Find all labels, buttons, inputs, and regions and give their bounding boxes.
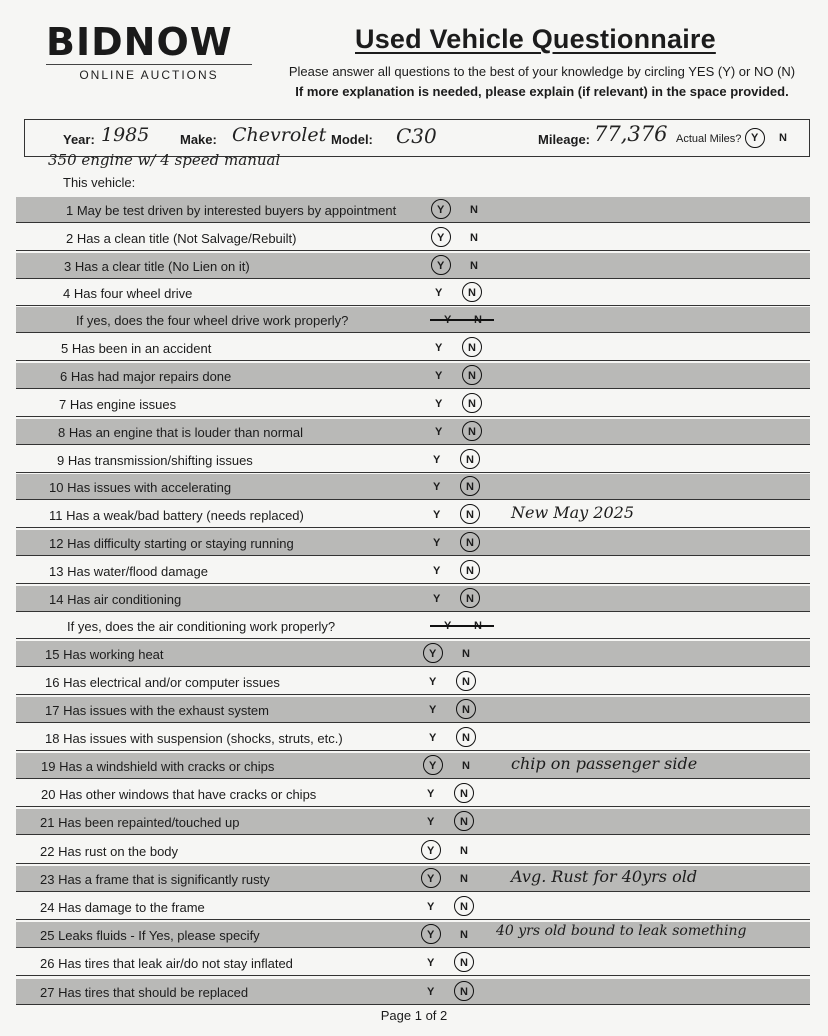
yes-option[interactable]: Y [435, 370, 443, 382]
question-text: 12 Has difficulty starting or staying running [49, 536, 294, 551]
mileage-value[interactable]: 77,376 [594, 122, 668, 146]
table-row [16, 502, 810, 528]
logo-divider [46, 64, 252, 65]
table-row [16, 558, 810, 584]
yes-option[interactable]: Y [444, 620, 452, 632]
no-circle [462, 365, 482, 385]
question-text: 7 Has engine issues [59, 397, 177, 412]
logo-bid: BID [46, 20, 124, 64]
yes-option[interactable]: Y [437, 204, 445, 216]
yes-option[interactable]: Y [427, 957, 435, 969]
actual-miles-no[interactable]: N [779, 132, 787, 144]
no-option[interactable]: N [474, 620, 482, 632]
yes-option[interactable]: Y [427, 788, 435, 800]
yes-option[interactable]: Y [433, 509, 441, 521]
table-row [16, 474, 810, 500]
question-text: 14 Has air conditioning [49, 592, 182, 607]
yes-option[interactable]: Y [429, 704, 437, 716]
question-text: If yes, does the air conditioning work properly? [67, 619, 336, 634]
no-circle [460, 532, 480, 552]
question-text: 25 Leaks fluids - If Yes, please specify [40, 928, 260, 943]
no-option[interactable]: N [468, 342, 476, 354]
no-option[interactable]: N [468, 287, 476, 299]
question-text: If yes, does the four wheel drive work properly? [76, 313, 349, 328]
actual-miles-yes[interactable]: Y [751, 132, 759, 144]
no-circle [460, 588, 480, 608]
question-text: 3 Has a clear title (No Lien on it) [64, 259, 250, 274]
no-option[interactable]: N [462, 704, 470, 716]
table-row [16, 697, 810, 723]
no-circle [460, 449, 480, 469]
no-option[interactable]: N [462, 732, 470, 744]
table-row [16, 809, 810, 835]
question-text: 15 Has working heat [45, 647, 164, 662]
yes-option[interactable]: Y [427, 986, 435, 998]
no-option[interactable]: N [466, 565, 474, 577]
no-option[interactable]: N [460, 929, 468, 941]
table-row [16, 253, 810, 279]
no-circle [460, 560, 480, 580]
yes-circle [423, 755, 443, 775]
question-text: 17 Has issues with the exhaust system [45, 703, 269, 718]
question-text: 19 Has a windshield with cracks or chips [41, 759, 275, 774]
table-row [16, 979, 810, 1005]
engine-note: 350 engine w/ 4 speed manual [48, 151, 281, 169]
table-row [16, 447, 810, 473]
yes-option[interactable]: Y [437, 232, 445, 244]
table-row [16, 641, 810, 667]
make-value[interactable]: Chevrolet [232, 124, 327, 146]
yes-option[interactable]: Y [433, 565, 441, 577]
table-row [16, 950, 810, 976]
no-option[interactable]: N [468, 370, 476, 382]
no-option[interactable]: N [460, 845, 468, 857]
no-circle [462, 421, 482, 441]
yes-circle [431, 227, 451, 247]
question-text: 27 Has tires that should be replaced [40, 985, 249, 1000]
page-title: Used Vehicle Questionnaire [355, 24, 716, 54]
actual-miles-label: Actual Miles? [676, 133, 742, 145]
yes-option[interactable]: Y [433, 454, 441, 466]
yes-option[interactable]: Y [435, 287, 443, 299]
handwritten-note: New May 2025 [511, 503, 635, 522]
logo-now: NOW [123, 20, 233, 64]
yes-circle [421, 924, 441, 944]
bidnow-logo [46, 22, 256, 82]
no-option[interactable]: N [468, 398, 476, 410]
table-row [16, 922, 810, 948]
question-text: 20 Has other windows that have cracks or chips [41, 787, 317, 802]
no-option[interactable]: N [462, 760, 470, 772]
no-circle [454, 952, 474, 972]
table-row [16, 753, 810, 779]
no-option[interactable]: N [460, 986, 468, 998]
question-text: 26 Has tires that leak air/do not stay inflated [40, 956, 293, 971]
table-row [16, 530, 810, 556]
logo-tagline: ONLINE AUCTIONS [79, 68, 219, 82]
yes-option[interactable]: Y [429, 676, 437, 688]
table-row [16, 781, 810, 807]
no-circle [456, 671, 476, 691]
no-option[interactable]: N [460, 788, 468, 800]
no-circle [460, 504, 480, 524]
yes-option[interactable]: Y [437, 260, 445, 272]
handwritten-note: 40 yrs old bound to leak something [496, 923, 747, 939]
no-option[interactable]: N [474, 314, 482, 326]
yes-circle [431, 255, 451, 275]
table-row [16, 613, 810, 639]
question-text: 23 Has a frame that is significantly rusty [40, 872, 270, 887]
no-circle [462, 393, 482, 413]
instructions-line-1: Please answer all questions to the best of your knowledge by circling YES (Y) or NO (N) [288, 64, 796, 79]
yes-option[interactable]: Y [433, 537, 441, 549]
question-text: 24 Has damage to the frame [40, 900, 205, 915]
table-row [16, 225, 810, 251]
yes-circle [431, 199, 451, 219]
yes-option[interactable]: Y [435, 398, 443, 410]
yes-option[interactable]: Y [429, 732, 437, 744]
yes-option[interactable]: Y [427, 929, 435, 941]
yes-circle [421, 840, 441, 860]
table-row [16, 197, 810, 223]
page-number: Page 1 of 2 [380, 1008, 448, 1023]
no-option[interactable]: N [470, 204, 478, 216]
strike-line [430, 625, 494, 627]
no-option[interactable]: N [470, 260, 478, 272]
yes-option[interactable]: Y [433, 593, 441, 605]
no-option[interactable]: N [466, 593, 474, 605]
table-row [16, 838, 810, 864]
no-option[interactable]: N [460, 873, 468, 885]
table-row [16, 391, 810, 417]
no-option[interactable]: N [466, 537, 474, 549]
yes-option[interactable]: Y [433, 481, 441, 493]
no-option[interactable]: N [466, 481, 474, 493]
question-text: 18 Has issues with suspension (shocks, struts, etc.) [45, 731, 343, 746]
yes-option[interactable]: Y [444, 314, 452, 326]
no-option[interactable]: N [466, 454, 474, 466]
year-label: Year: [63, 132, 95, 147]
make-label: Make: [180, 132, 217, 147]
question-text: 11 Has a weak/bad battery (needs replaced) [49, 508, 304, 523]
yes-option[interactable]: Y [429, 760, 437, 772]
yes-option[interactable]: Y [427, 873, 435, 885]
instructions-line-2: If more explanation is needed, please explain (if relevant) in the space provided. [295, 84, 789, 99]
question-text: 22 Has rust on the body [40, 844, 179, 859]
handwritten-note: chip on passenger side [511, 754, 698, 773]
logo-wordmark [46, 22, 256, 62]
handwritten-note: Avg. Rust for 40yrs old [511, 867, 698, 886]
yes-option[interactable]: Y [435, 342, 443, 354]
no-option[interactable]: N [460, 816, 468, 828]
yes-option[interactable]: Y [427, 845, 435, 857]
year-value[interactable]: 1985 [101, 124, 150, 146]
question-text: 4 Has four wheel drive [63, 286, 193, 301]
this-vehicle-label: This vehicle: [63, 175, 136, 190]
table-row [16, 866, 810, 892]
yes-circle [423, 643, 443, 663]
no-option[interactable]: N [470, 232, 478, 244]
yes-option[interactable]: Y [427, 901, 435, 913]
no-option[interactable]: N [462, 648, 470, 660]
question-text: 10 Has issues with accelerating [49, 480, 232, 495]
no-option[interactable]: N [460, 957, 468, 969]
no-circle [454, 896, 474, 916]
yes-circle [421, 868, 441, 888]
no-circle [456, 699, 476, 719]
table-row [16, 669, 810, 695]
no-circle [454, 811, 474, 831]
question-text: 1 May be test driven by interested buyers by appointment [66, 203, 397, 218]
no-option[interactable]: N [460, 901, 468, 913]
no-option[interactable]: N [462, 676, 470, 688]
question-text: 9 Has transmission/shifting issues [57, 453, 253, 468]
no-circle [460, 476, 480, 496]
question-text: 2 Has a clean title (Not Salvage/Rebuilt) [66, 231, 297, 246]
no-option[interactable]: N [468, 426, 476, 438]
strike-line [430, 319, 494, 321]
table-row [16, 586, 810, 612]
table-row [16, 419, 810, 445]
mileage-label: Mileage: [538, 132, 591, 147]
no-option[interactable]: N [466, 509, 474, 521]
model-label: Model: [331, 132, 373, 147]
no-circle [456, 727, 476, 747]
yes-option[interactable]: Y [435, 426, 443, 438]
no-circle [462, 282, 482, 302]
model-value[interactable]: C30 [396, 124, 437, 148]
question-text: 16 Has electrical and/or computer issues [45, 675, 280, 690]
table-row [16, 335, 810, 361]
question-text: 5 Has been in an accident [61, 341, 212, 356]
question-text: 6 Has had major repairs done [60, 369, 232, 384]
question-text: 13 Has water/flood damage [49, 564, 208, 579]
question-text: 21 Has been repainted/touched up [40, 815, 240, 830]
table-row [16, 307, 810, 333]
table-row [16, 725, 810, 751]
table-row [16, 894, 810, 920]
table-row [16, 363, 810, 389]
table-row [16, 280, 810, 306]
no-circle [454, 981, 474, 1001]
no-circle [454, 783, 474, 803]
yes-option[interactable]: Y [429, 648, 437, 660]
yes-option[interactable]: Y [427, 816, 435, 828]
no-circle [462, 337, 482, 357]
question-text: 8 Has an engine that is louder than normal [58, 425, 303, 440]
